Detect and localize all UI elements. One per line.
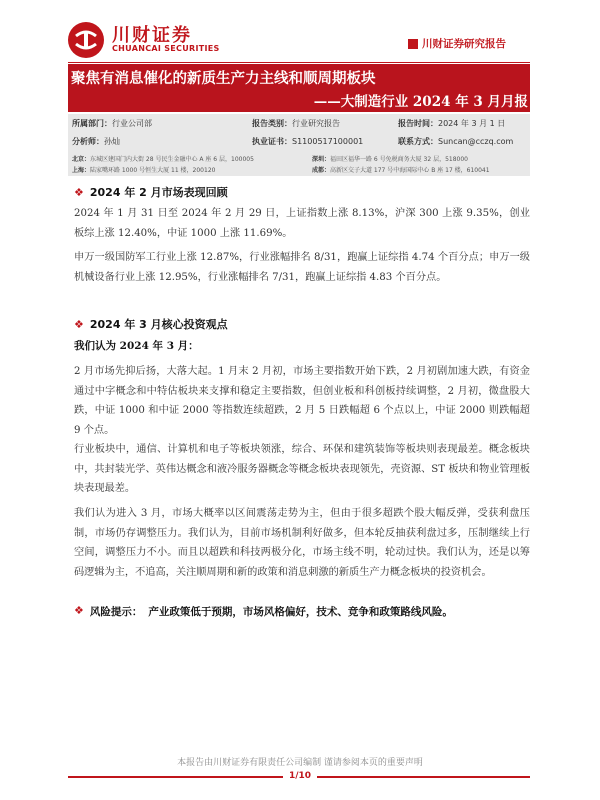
info-row-addr-2 bbox=[72, 165, 490, 174]
brand-name-en: CHUANCAI SECURITIES bbox=[112, 44, 220, 53]
contact-value[interactable]: Suncan@cczq.com bbox=[438, 137, 514, 146]
diamond-bullet-icon: ❖ bbox=[74, 604, 84, 617]
page-number: 1/10 bbox=[283, 769, 317, 783]
contact-label: 联系方式： bbox=[398, 137, 438, 146]
section-heading-outlook bbox=[74, 316, 228, 332]
paragraph-industry-performance: 申万一级国防军工行业上涨 12.87%，行业涨幅排名 8/31，跑赢上证综指 4.74 个百分点；申万一级机械设备行业上涨 12.95%，行业涨幅排名 7/31，跑赢上证综指 4.83 个百分点。 bbox=[74, 252, 530, 283]
cert-value: S1100517100001 bbox=[292, 137, 364, 146]
paragraph-index-performance: 2024 年 1 月 31 日至 2024 年 2 月 29 日，上证指数上涨 8.13%，沪深 300 上涨 9.35%，创业板综上涨 12.40%，中证 1000 上涨 11.69%。 bbox=[74, 208, 530, 239]
section-title-review: 2024 年 2 月市场表现回顾 bbox=[89, 186, 228, 199]
type-label: 报告类别： bbox=[252, 119, 292, 128]
addr-bj: 东城区建国门内大街 28 号民生金融中心 A 座 6 层，100005 bbox=[90, 156, 254, 163]
brand-logo-icon bbox=[68, 22, 104, 58]
report-title: 聚焦有消息催化的新质生产力主线和顺周期板块 bbox=[71, 70, 376, 87]
brand-name-cn: 川财证券 bbox=[112, 25, 192, 46]
diamond-bullet-icon: ❖ bbox=[74, 185, 84, 199]
report-info-box bbox=[68, 114, 530, 176]
outlook-lead: 我们认为 2024 年 3 月： bbox=[74, 340, 199, 352]
risk-label: 风险提示： bbox=[89, 606, 143, 618]
dept-value: 行业公司部 bbox=[112, 119, 152, 128]
analyst-label: 分析师： bbox=[72, 137, 104, 146]
risk-warning bbox=[74, 604, 453, 619]
report-subtitle: ——大制造行业 2024 年 3 月月报 bbox=[313, 94, 528, 110]
cert-label: 执业证书： bbox=[252, 137, 292, 146]
addr-cd: 高新区交子大道 177 号中海国际中心 B 座 17 楼，610041 bbox=[330, 167, 490, 174]
addr-sz: 福田区福华一路 6 号免税商务大厦 32 层，518000 bbox=[330, 156, 469, 163]
addr-cd-label: 成都： bbox=[312, 167, 331, 174]
paragraph-market-review: 2 月市场先抑后扬，大落大起。1 月末 2 月初，市场主要指数开始下跌，2 月初剧加速大跌，有资金通过中字概念和中特估板块来支撑和稳定主要指数，但创业板和科创板持续调整，2 月初，微盘股大跌，中证 1000 和中证 2000 等指数连续超跌，2 月 5 日跌幅超 6 个点以上，中证 2000 则跌幅超 9 个点。 bbox=[74, 366, 530, 436]
analyst-value: 孙灿 bbox=[104, 137, 120, 146]
date-label: 报告时间： bbox=[398, 119, 438, 128]
footer-disclaimer: 本报告由川财证券有限责任公司编制 谨请参阅本页的重要声明 bbox=[177, 758, 423, 768]
info-row-1 bbox=[72, 118, 505, 129]
addr-sh-label: 上海： bbox=[72, 167, 91, 174]
date-value: 2024 年 3 月 1 日 bbox=[438, 119, 506, 128]
report-tag-icon bbox=[408, 39, 418, 49]
report-tag bbox=[408, 36, 506, 51]
section-title-outlook: 2024 年 3 月核心投资观点 bbox=[89, 318, 228, 331]
type-value: 行业研究报告 bbox=[292, 119, 340, 128]
section-heading-review bbox=[74, 184, 228, 200]
paragraph-investment-view: 我们认为进入 3 月，市场大概率以区间震荡走势为主，但由于很多超跌个股大幅反弹，受获利盘压制，市场仍存调整压力。我们认为，目前市场机制利好做多，但本轮反抽获利盘过多，压制继续上行空间，调整压力不小。而且以超跌和科技两极分化，市场主线不明，轮动过快。我们认为，还是以筹码逻辑为主，不追高，关注顺周期和新的政策和消息刺激的新质生产力概念板块的投资机会。 bbox=[74, 508, 530, 578]
dept-label: 所属部门： bbox=[72, 119, 112, 128]
title-banner bbox=[68, 64, 530, 112]
addr-sh: 陆家嘴环路 1000 号恒生大厦 11 楼，200120 bbox=[90, 167, 216, 174]
addr-bj-label: 北京： bbox=[72, 156, 91, 163]
paragraph-sector-review: 行业板块中，通信、计算机和电子等板块领涨，综合、环保和建筑装饰等板块则表现最差。概念板块中，共封装光学、英伟达概念和液冷服务器概念等概念板块表现领先，壳资源、ST 板块和物业管理板块表现最差。 bbox=[74, 444, 530, 494]
diamond-bullet-icon: ❖ bbox=[74, 317, 84, 331]
risk-text: 产业政策低于预期，市场风格偏好，技术、竞争和政策路线风险。 bbox=[148, 606, 453, 618]
addr-sz-label: 深圳： bbox=[312, 156, 331, 163]
info-row-2 bbox=[72, 136, 513, 147]
header-divider bbox=[68, 62, 530, 63]
info-row-addr-1 bbox=[72, 154, 468, 163]
report-tag-label: 川财证券研究报告 bbox=[422, 38, 506, 50]
